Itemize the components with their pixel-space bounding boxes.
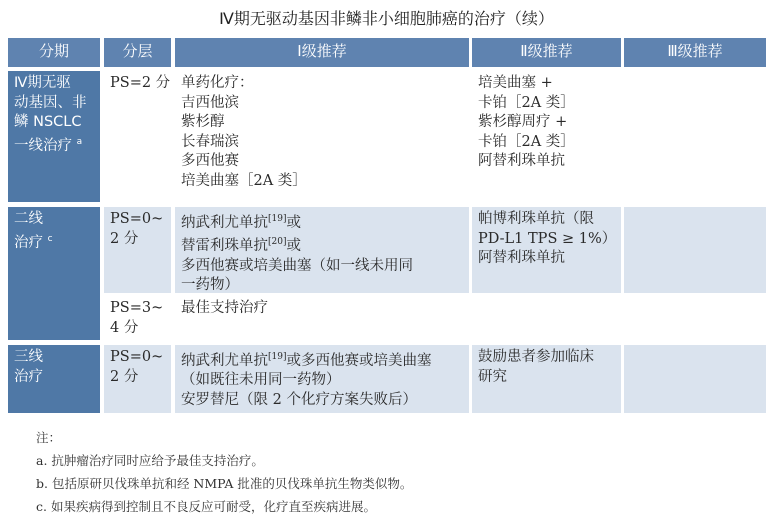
stage-text: 鳞 NSCLC	[14, 114, 82, 130]
layer-cell	[104, 71, 171, 202]
layer-text: 2 分	[110, 368, 139, 385]
stage-text: 一线治疗	[14, 137, 72, 154]
item: （如既往未用同一药物）	[181, 372, 341, 389]
layer-text: 2 分	[110, 230, 139, 247]
layer-cell	[104, 207, 171, 293]
item: 或多西他赛或培美曲塞	[286, 352, 432, 369]
footnote-marker: a	[76, 136, 83, 147]
header-level3: Ⅲ级推荐	[624, 38, 766, 67]
stage-cell-second-line	[8, 207, 100, 340]
header-layer: 分层	[104, 38, 171, 67]
item: 培美曲塞 +	[478, 75, 553, 91]
level1-cell	[175, 71, 469, 202]
note-item: b. 包括原研贝伐珠单抗和经 NMPA 批准的贝伐珠单抗生物类似物。	[36, 476, 413, 491]
notes-heading: 注：	[36, 430, 62, 445]
layer-cell	[104, 296, 171, 340]
item: 或	[286, 214, 301, 231]
stage-text: 治疗	[14, 368, 43, 385]
item: PD-L1 TPS ≥ 1%）	[478, 230, 617, 247]
item: 紫杉醇周疗 +	[478, 114, 568, 130]
item: 培美曲塞［2A 类］	[181, 172, 307, 189]
item: 多西他赛或培美曲塞（如一线未用同	[181, 257, 413, 274]
stage-cell-third-line	[8, 345, 100, 413]
stage-cell-first-line	[8, 71, 100, 202]
item: 最佳支持治疗	[181, 300, 268, 316]
reference: [19]	[268, 214, 287, 224]
layer-cell	[104, 345, 171, 413]
note-item: c. 如果疾病得到控制且不良反应可耐受，化疗直至疾病进展。	[36, 499, 376, 514]
note-item: a. 抗肿瘤治疗同时应给予最佳支持治疗。	[36, 453, 264, 468]
item: 研究	[478, 368, 507, 385]
item: 吉西他滨	[181, 94, 239, 111]
layer-text: 4 分	[110, 319, 139, 336]
stage-text: 三线	[14, 349, 43, 365]
layer-text: PS=0~	[110, 349, 164, 365]
layer-text: PS=0~	[110, 211, 164, 227]
notes	[36, 426, 412, 518]
footnote-marker: c	[47, 233, 53, 244]
item: 多西他赛	[181, 153, 239, 169]
item: 卡铂［2A 类］	[478, 94, 575, 111]
reference: [20]	[268, 237, 287, 248]
layer-text: PS=3~	[110, 300, 164, 316]
stage-text: 二线	[14, 211, 43, 227]
item: 紫杉醇	[181, 114, 225, 130]
item: 纳武利尤单抗	[181, 214, 268, 231]
item: 替雷利珠单抗	[181, 238, 268, 255]
header-level1: Ⅰ级推荐	[175, 38, 469, 67]
header-stage: 分期	[8, 38, 100, 67]
level2-cell	[472, 71, 621, 202]
stage-text: Ⅳ期无驱	[14, 75, 71, 91]
item: 鼓励患者参加临床	[478, 349, 594, 365]
item: 卡铂［2A 类］	[478, 133, 575, 150]
item: 长春瑞滨	[181, 133, 239, 150]
stage-text: 动基因、非	[14, 94, 87, 111]
table-title: Ⅳ期无驱动基因非鳞非小细胞肺癌的治疗（续）	[219, 9, 554, 28]
item: 单药化疗：	[181, 75, 254, 91]
level1-cell	[175, 296, 469, 340]
level2-cell	[472, 345, 621, 413]
level3-cell	[624, 345, 766, 413]
item: 纳武利尤单抗	[181, 352, 268, 369]
item: 安罗替尼（限 2 个化疗方案失败后）	[181, 391, 417, 408]
stage-text: 治疗	[14, 234, 43, 251]
layer-text: PS=2 分	[110, 75, 171, 91]
level2-cell	[472, 207, 621, 293]
level3-cell	[624, 207, 766, 293]
item: 一药物）	[181, 277, 239, 294]
header-level2: Ⅱ级推荐	[472, 38, 621, 67]
level1-cell	[175, 345, 469, 413]
level1-cell	[175, 207, 469, 293]
reference: [19]	[268, 352, 287, 362]
item: 阿替利珠单抗	[478, 153, 565, 169]
item: 阿替利珠单抗	[478, 250, 565, 266]
item: 帕博利珠单抗（限	[478, 211, 594, 227]
item: 或	[286, 238, 301, 255]
